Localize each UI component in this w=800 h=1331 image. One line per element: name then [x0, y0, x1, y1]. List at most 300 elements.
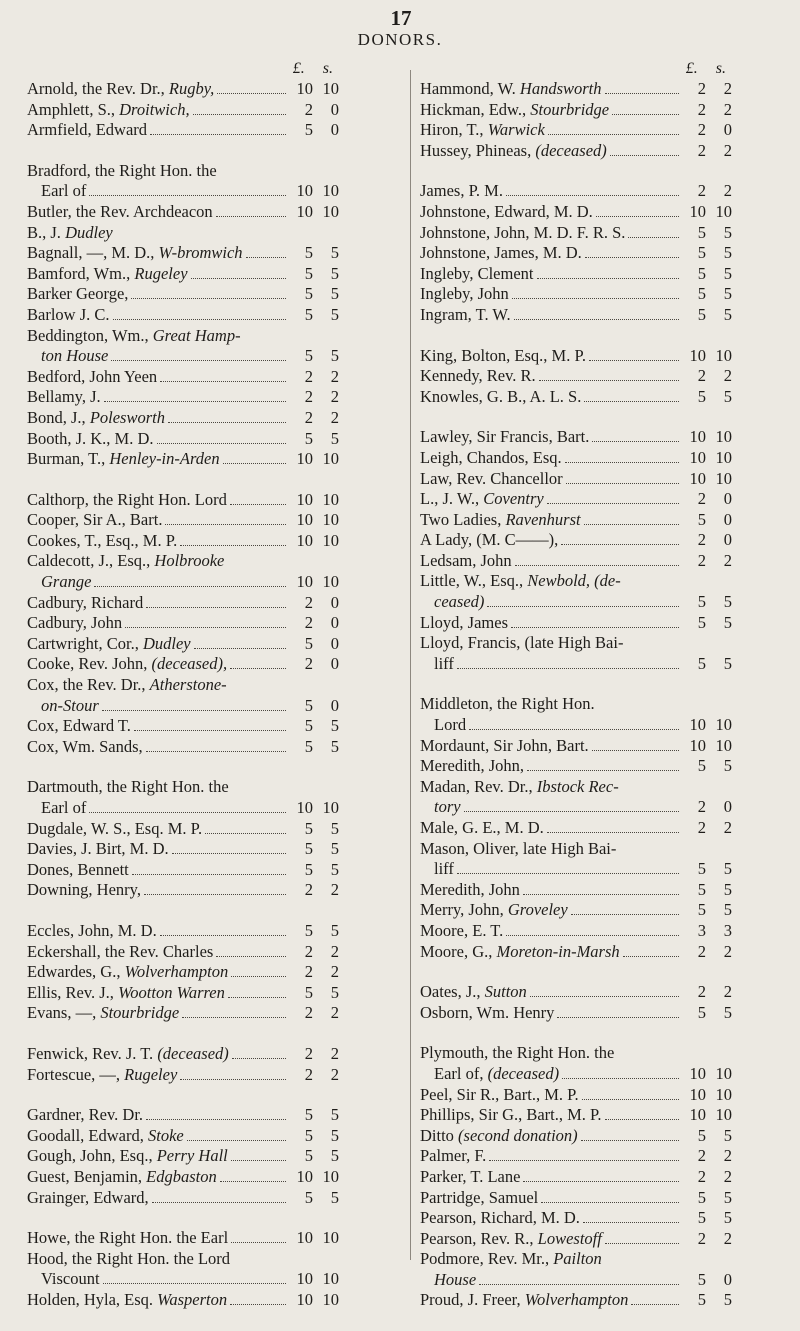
- donor-name-text: Earl of: [41, 798, 87, 817]
- pounds-amount: 2: [304, 613, 313, 633]
- donor-name-text: Hood, the Right Hon. the Lord: [27, 1248, 231, 1268]
- donor-name-wrap: [420, 427, 682, 448]
- donor-place: Perry Hall: [156, 1146, 228, 1166]
- donor-name-text: Male, G. E., M. D.: [420, 818, 544, 837]
- donor-entry: [420, 613, 732, 634]
- donor-name-text: Cox, the Rev. Dr.,: [27, 675, 150, 695]
- donor-entry: [420, 1126, 732, 1147]
- donor-entry: [27, 839, 339, 860]
- donor-group: [420, 1043, 732, 1311]
- donor-name: [27, 675, 227, 696]
- donor-entry: [27, 634, 339, 655]
- donor-name: [420, 1085, 579, 1106]
- dot-leader: [530, 996, 679, 997]
- pounds-amount: 2: [304, 99, 313, 119]
- donor-name: [420, 469, 563, 490]
- donor-name: [420, 1105, 602, 1126]
- dot-leader: [146, 607, 286, 608]
- donor-name: [420, 346, 586, 367]
- donor-entry: [420, 880, 732, 901]
- donor-name-text: Barlow J. C.: [27, 304, 110, 324]
- donor-entry: [420, 1167, 732, 1188]
- donor-name-wrap: [27, 634, 289, 655]
- dot-leader: [223, 463, 286, 464]
- dot-leader: [165, 524, 286, 525]
- pounds-amount: 5: [697, 653, 706, 673]
- donor-name-text: Dartmouth, the Right Hon. the: [27, 777, 229, 797]
- shillings-amount: 2: [330, 387, 339, 407]
- donor-group: [27, 1228, 339, 1310]
- donor-groups: [27, 79, 339, 1310]
- pounds-amount: 10: [689, 201, 706, 221]
- donor-entry: [27, 613, 339, 634]
- dot-leader: [152, 1202, 286, 1203]
- donor-name: [27, 161, 217, 182]
- donor-place: Polesworth: [89, 407, 165, 427]
- donor-name-wrap: [27, 716, 289, 737]
- donor-name: [420, 1290, 628, 1311]
- donor-name: [420, 1188, 538, 1209]
- dot-leader: [548, 134, 679, 135]
- donor-entry-continuation: [420, 715, 732, 736]
- donor-entry: [420, 530, 732, 551]
- donor-name: [420, 202, 593, 223]
- shillings-amount: 2: [723, 941, 732, 961]
- donor-place: Rugby,: [168, 79, 215, 98]
- dot-leader: [511, 627, 679, 628]
- donor-name: [27, 531, 177, 552]
- donor-entry: [420, 223, 732, 244]
- donor-entry: [27, 942, 339, 963]
- donor-name-wrap: [420, 1290, 682, 1311]
- donor-name-text: Plymouth, the Right Hon. the: [420, 1043, 615, 1063]
- donor-entry: [420, 387, 732, 408]
- donor-entry: [27, 223, 339, 244]
- dot-leader: [631, 1304, 679, 1305]
- dot-leader: [172, 853, 286, 854]
- donor-name: [27, 346, 108, 367]
- donor-name: [27, 1249, 230, 1270]
- donor-name: [27, 1003, 179, 1024]
- dot-leader: [182, 1017, 286, 1018]
- shillings-amount: 10: [322, 530, 339, 550]
- donor-name-wrap: [27, 572, 289, 593]
- dot-leader: [230, 668, 286, 669]
- pounds-amount: 5: [304, 859, 313, 879]
- donor-name-wrap: [27, 100, 289, 121]
- donor-name: [420, 141, 607, 162]
- shillings-amount: 5: [723, 222, 732, 242]
- pounds-amount: 5: [304, 920, 313, 940]
- donor-entry: [420, 818, 732, 839]
- donor-entry: [27, 860, 339, 881]
- donor-name: [420, 736, 589, 757]
- donor-entry: [420, 469, 732, 490]
- pounds-amount: 10: [296, 1228, 313, 1248]
- donor-entry: [27, 264, 339, 285]
- donor-name: [420, 694, 595, 715]
- donor-name-text: Dugdale, W. S., Esq. M. P.: [27, 818, 203, 838]
- donor-name: [27, 737, 143, 758]
- donor-name: [27, 983, 225, 1004]
- shillings-amount: 5: [723, 386, 732, 406]
- donor-place: Sutton: [484, 982, 527, 1002]
- donor-name-wrap: [27, 449, 289, 470]
- donor-entry: [420, 1229, 732, 1250]
- donor-name-wrap: [420, 571, 682, 592]
- donor-name-wrap: [420, 264, 682, 285]
- donor-entry: [27, 737, 339, 758]
- donor-name: [27, 100, 190, 121]
- donor-place: Coventry: [483, 489, 544, 509]
- shillings-amount: 2: [330, 880, 339, 900]
- dot-leader: [144, 894, 286, 895]
- pounds-amount: 5: [697, 859, 706, 879]
- donor-name: [27, 839, 169, 860]
- dot-leader: [231, 976, 286, 977]
- pounds-amount: 5: [697, 243, 706, 263]
- donor-name-text: A Lady, (M. C——),: [420, 530, 559, 550]
- donor-name: [27, 490, 227, 511]
- donor-name-text: Howe, the Right Hon. the Earl: [27, 1228, 229, 1248]
- pounds-amount: 5: [304, 695, 313, 715]
- shillings-amount: 5: [330, 1105, 339, 1125]
- donor-name: [27, 696, 99, 717]
- donor-name: [27, 860, 129, 881]
- donor-name: [420, 756, 524, 777]
- donor-name: [420, 797, 461, 818]
- donor-name-text: Cox, Wm. Sands,: [27, 736, 143, 756]
- donor-name: [27, 1065, 177, 1086]
- dot-leader: [231, 1242, 286, 1243]
- donor-place: (deceased): [535, 140, 607, 160]
- shillings-amount: 10: [322, 1166, 339, 1186]
- donor-name-text: Cartwright, Cor.,: [27, 633, 143, 653]
- donor-name-text: Eccles, John, M. D.: [27, 920, 157, 940]
- shillings-amount: 5: [723, 1290, 732, 1310]
- donor-name: [27, 1228, 228, 1249]
- donor-name-wrap: [27, 408, 289, 429]
- shillings-amount: 10: [322, 449, 339, 469]
- donor-group: [420, 427, 732, 674]
- donor-entry: [27, 202, 339, 223]
- donor-name-wrap: [420, 202, 682, 223]
- donor-name: [420, 900, 568, 921]
- pounds-amount: 2: [304, 387, 313, 407]
- pounds-amount: 5: [304, 716, 313, 736]
- dot-leader: [506, 935, 679, 936]
- donor-name-wrap: [27, 79, 289, 100]
- dot-leader: [589, 360, 679, 361]
- donor-entry: [27, 983, 339, 1004]
- donor-name: [420, 427, 589, 448]
- donor-entry: [27, 819, 339, 840]
- donor-column-left: [27, 58, 339, 1330]
- donor-entry: [420, 1249, 732, 1270]
- pounds-amount: 5: [304, 304, 313, 324]
- shillings-amount: 5: [330, 263, 339, 283]
- donor-name: [27, 1269, 100, 1290]
- donor-entry: [420, 427, 732, 448]
- donor-name: [420, 243, 582, 264]
- dot-leader: [487, 606, 679, 607]
- dot-leader: [583, 1222, 679, 1223]
- donor-entry: [27, 243, 339, 264]
- dot-leader: [125, 627, 286, 628]
- donor-group: [27, 79, 339, 141]
- dot-leader: [592, 441, 679, 442]
- donor-name-text: Caldecott, J., Esq.,: [27, 551, 155, 571]
- donor-name-wrap: [27, 962, 289, 983]
- pounds-amount: 5: [697, 386, 706, 406]
- dot-leader: [194, 648, 286, 649]
- pounds-amount: 5: [697, 1002, 706, 1022]
- donor-name-text: Calthorp, the Right Hon. Lord: [27, 489, 227, 509]
- donor-name-wrap: [420, 366, 682, 387]
- donor-entry: [420, 1003, 732, 1024]
- donor-name: [27, 716, 131, 737]
- donor-name-wrap: [27, 737, 289, 758]
- dot-leader: [232, 1058, 286, 1059]
- shillings-amount: 5: [330, 304, 339, 324]
- donor-name-wrap: [420, 1249, 682, 1270]
- donor-entry: [420, 1105, 732, 1126]
- donor-name-text: Lloyd, Francis, (late High Bai-: [420, 633, 624, 653]
- donor-entry: [27, 79, 339, 100]
- donor-name: [420, 777, 619, 798]
- shillings-amount: 5: [723, 592, 732, 612]
- donor-name-wrap: [27, 880, 289, 901]
- donor-name-text: Leigh, Chandos, Esq.: [420, 447, 562, 467]
- donor-place: (deceased): [157, 1043, 229, 1063]
- donor-name-text: Fenwick, Rev. J. T.: [27, 1043, 158, 1063]
- donor-group: [420, 79, 732, 161]
- donor-name-wrap: [27, 613, 289, 634]
- donor-name-wrap: [420, 1270, 682, 1291]
- donor-name-text: Davies, J. Birt, M. D.: [27, 839, 169, 859]
- donor-entry: [27, 449, 339, 470]
- donor-entry: [420, 489, 732, 510]
- pounds-amount: 2: [697, 797, 706, 817]
- pounds-amount: 5: [697, 756, 706, 776]
- donor-place: Great Hamp-: [152, 325, 241, 345]
- donor-entry: [420, 305, 732, 326]
- donor-entry: [420, 1188, 732, 1209]
- donor-entry: [27, 408, 339, 429]
- dot-leader: [187, 1140, 286, 1141]
- donor-name: [420, 654, 454, 675]
- donor-entry: [420, 1085, 732, 1106]
- donor-entry: [420, 942, 732, 963]
- pounds-amount: 5: [697, 879, 706, 899]
- donor-name: [27, 79, 214, 100]
- donor-name-text: Lloyd, James: [420, 612, 508, 632]
- dot-leader: [584, 401, 679, 402]
- donor-name-wrap: [420, 777, 682, 798]
- dot-leader: [561, 544, 679, 545]
- donor-entry: [27, 675, 339, 696]
- donor-name-text: Mason, Oliver, late High Bai-: [420, 838, 617, 858]
- donor-entry: [420, 1043, 732, 1064]
- pounds-amount: 5: [697, 509, 706, 529]
- donor-entry: [27, 387, 339, 408]
- shillings-amount: 5: [330, 428, 339, 448]
- shillings-amount: 5: [723, 653, 732, 673]
- pounds-amount: 10: [689, 735, 706, 755]
- pounds-amount: 2: [304, 941, 313, 961]
- donor-name-wrap: [27, 1249, 289, 1270]
- pounds-amount: 2: [697, 99, 706, 119]
- shillings-amount: 5: [330, 818, 339, 838]
- donor-name-text: Bedford, John Yeen: [27, 366, 158, 386]
- pounds-amount: 5: [697, 1187, 706, 1207]
- page-title: DONORS.: [357, 30, 443, 49]
- shillings-amount: 5: [330, 716, 339, 736]
- pounds-amount: 10: [689, 715, 706, 735]
- donor-name-wrap: [27, 284, 289, 305]
- donor-group: [420, 346, 732, 408]
- pounds-amount: 2: [697, 1146, 706, 1166]
- donor-place: (deceased),: [151, 654, 228, 674]
- donor-name-wrap: [420, 1167, 682, 1188]
- donor-name: [27, 202, 213, 223]
- shillings-amount: 10: [322, 79, 339, 98]
- donor-name-wrap: [27, 1269, 289, 1290]
- donor-name-wrap: [420, 859, 682, 880]
- donor-name-wrap: [420, 736, 682, 757]
- dot-leader: [605, 1243, 679, 1244]
- dot-leader: [230, 504, 286, 505]
- donor-name-wrap: [27, 490, 289, 511]
- donor-name-wrap: [420, 1064, 682, 1085]
- donor-place: Grange: [41, 572, 92, 592]
- donor-name-text: Hiron, T.,: [420, 120, 488, 140]
- donor-entry: [420, 900, 732, 921]
- donor-name-text: L., J. W.,: [420, 489, 484, 509]
- donor-place: Wootton Warren: [118, 982, 225, 1002]
- dot-leader: [547, 503, 679, 504]
- pounds-amount: 5: [697, 612, 706, 632]
- shillings-amount: 5: [330, 1125, 339, 1145]
- donor-name: [27, 551, 224, 572]
- pounds-amount: 5: [304, 120, 313, 140]
- currency-header: [420, 58, 732, 79]
- pounds-amount: 2: [304, 1003, 313, 1023]
- donor-entry: [27, 777, 339, 798]
- pounds-amount: 10: [689, 427, 706, 447]
- shillings-amount: 5: [723, 243, 732, 263]
- donor-name-text: Partridge, Samuel: [420, 1187, 539, 1207]
- donor-name-wrap: [27, 1290, 289, 1311]
- donor-entry: [420, 264, 732, 285]
- donor-name: [420, 181, 503, 202]
- donor-name: [420, 1043, 614, 1064]
- dot-leader: [605, 93, 679, 94]
- donor-name-wrap: [420, 120, 682, 141]
- pounds-amount: 10: [296, 1166, 313, 1186]
- shillings-amount: 10: [715, 468, 732, 488]
- donor-place: (deceased): [487, 1063, 560, 1083]
- donor-entry-continuation: [27, 696, 339, 717]
- donor-name-wrap: [27, 223, 289, 244]
- donor-name-wrap: [420, 1003, 682, 1024]
- donor-name-wrap: [420, 797, 682, 818]
- donor-entry: [420, 202, 732, 223]
- donor-entry: [420, 1290, 732, 1311]
- donor-name: [420, 571, 621, 592]
- pounds-amount: 5: [304, 243, 313, 263]
- donor-name: [420, 1249, 602, 1270]
- shillings-amount: 5: [723, 1002, 732, 1022]
- shillings-amount: 10: [715, 201, 732, 221]
- donor-name-text: Arnold, the Rev. Dr.,: [27, 79, 169, 98]
- donor-name-wrap: [27, 777, 289, 798]
- donor-name: [420, 305, 511, 326]
- pounds-amount: 5: [304, 736, 313, 756]
- donor-name: [420, 942, 620, 963]
- donor-name-wrap: [27, 181, 289, 202]
- donor-name-text: Johnstone, Edward, M. D.: [420, 201, 593, 221]
- donor-place: Henley-in-Arden: [109, 449, 220, 469]
- donor-name-text: Dones, Bennett: [27, 859, 129, 879]
- donor-name-text: Gough, John, Esq.,: [27, 1146, 157, 1166]
- dot-leader: [168, 422, 286, 423]
- shillings-amount: 5: [330, 284, 339, 304]
- shillings-amount: 5: [723, 859, 732, 879]
- donor-name: [420, 1064, 559, 1085]
- donor-entry: [420, 633, 732, 654]
- pounds-amount: 10: [296, 489, 313, 509]
- donor-name-wrap: [27, 367, 289, 388]
- dot-leader: [180, 1079, 286, 1080]
- donor-group: [27, 1044, 339, 1085]
- donor-name: [420, 1208, 580, 1229]
- donor-name: [420, 284, 509, 305]
- dot-leader: [512, 298, 679, 299]
- shillings-amount: 5: [723, 1125, 732, 1145]
- dot-leader: [205, 833, 286, 834]
- shillings-amount: 5: [330, 839, 339, 859]
- donor-name-text: Johnstone, John, M. D. F. R. S.: [420, 222, 626, 242]
- shillings-amount: 2: [330, 407, 339, 427]
- pounds-amount: 2: [697, 181, 706, 201]
- donor-name-wrap: [420, 284, 682, 305]
- donor-name-wrap: [420, 756, 682, 777]
- pounds-header: £.: [292, 60, 305, 77]
- donor-entry: [27, 510, 339, 531]
- donor-name: [27, 777, 229, 798]
- pounds-amount: 5: [304, 839, 313, 859]
- donor-name-wrap: [420, 942, 682, 963]
- dot-leader: [612, 114, 679, 115]
- donor-name: [420, 223, 625, 244]
- donor-place: Stourbridge: [530, 99, 610, 119]
- donor-entry: [420, 736, 732, 757]
- donor-entry: [27, 716, 339, 737]
- donor-name-wrap: [27, 510, 289, 531]
- donor-name-wrap: [420, 654, 682, 675]
- donor-name-text: Beddington, Wm.,: [27, 325, 153, 345]
- shillings-amount: 2: [330, 1064, 339, 1084]
- donor-name-wrap: [420, 839, 682, 860]
- pounds-amount: 2: [697, 818, 706, 837]
- donor-name-text: Ingleby, John: [420, 284, 509, 304]
- donor-entry: [27, 654, 339, 675]
- donor-name-wrap: [420, 223, 682, 244]
- donor-name-wrap: [27, 921, 289, 942]
- donor-name-text: Booth, J. K., M. D.: [27, 428, 154, 448]
- donor-name-wrap: [27, 942, 289, 963]
